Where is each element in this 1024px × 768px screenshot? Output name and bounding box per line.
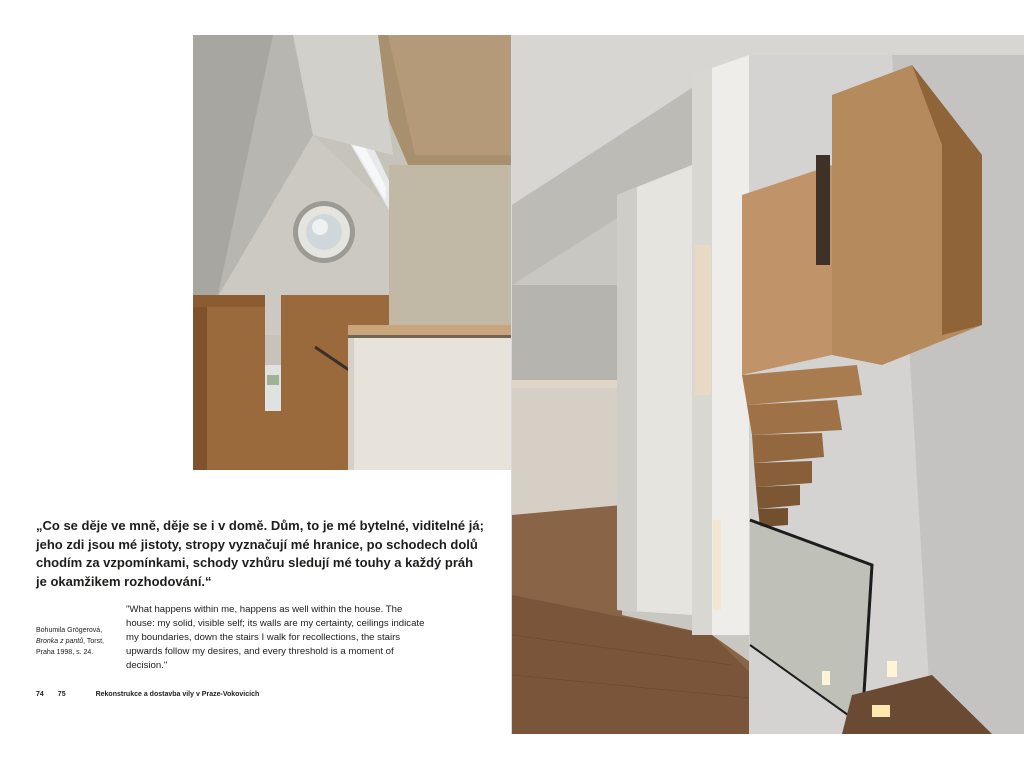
attic-photo (193, 35, 512, 470)
staircase-photo-illustration (512, 35, 1024, 734)
citation-author: Bohumila Grögerová, (36, 627, 103, 634)
running-title: Rekonstrukce a dostavba vily v Praze-Vokovicích (95, 691, 260, 698)
quote-citation (36, 625, 126, 658)
citation-publisher: , Torst, (83, 638, 104, 645)
citation-work: Bronka z pantů (36, 638, 84, 645)
citation-place-year: Praha 1998, s. 24. (36, 649, 94, 656)
book-spread (0, 35, 1024, 734)
czech-quote: „Co se děje ve mně, děje se i v domě. Dům, to je mé bytelné, viditelné já; jeho zdi jsou mé jistoty, stropy vyznačují mé hranice, po schodech dolů chodím za vzpomínkami, schody vzhůru sledují mé touhy a každý práh je okamžikem rozhodování.“ (36, 518, 484, 589)
page-footer (36, 689, 259, 701)
page-number-right: 75 (57, 691, 66, 698)
english-quote: "What happens within me, happens as well within the house. The house: my solid, visible self; its walls are my certainty, ceilings indicate my boundaries, down the stairs I walk for recollections, the stairs upwards follow my desires, and every threshold is a moment of decision." (126, 604, 425, 671)
citation-work-line (36, 636, 126, 647)
right-page (512, 35, 1024, 734)
attic-photo-illustration (193, 35, 512, 470)
staircase-photo (512, 35, 1024, 734)
left-page (0, 35, 512, 734)
page-number-left: 74 (36, 691, 44, 698)
